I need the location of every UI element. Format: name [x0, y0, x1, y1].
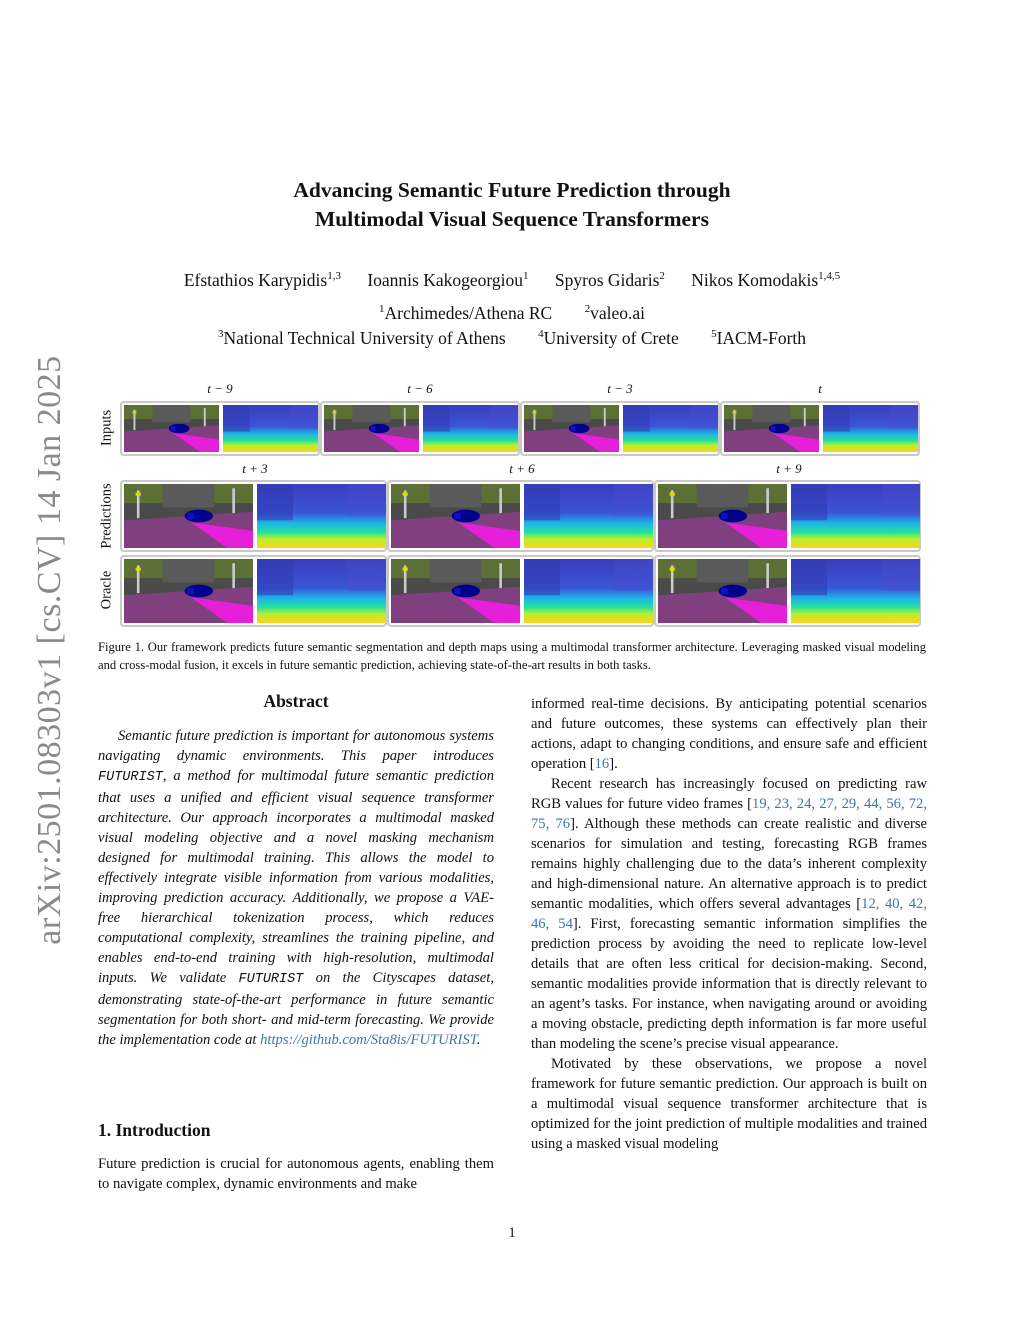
section-heading-introduction: 1. Introduction	[98, 1120, 211, 1140]
oracle-frame	[654, 555, 921, 627]
author: Nikos Komodakis$^{1,4,5}$	[691, 270, 841, 290]
affiliation: $^5$IACM-Forth	[711, 328, 807, 348]
right-column-text: informed real-time decisions. By anticipating potential scenarios and future outcomes, these systems can effectively plan their actions, adapt to changing conditions, and ensure safe and efficient operation [16]. Recent research has increasingly focused on predicting raw RGB values for future video frames [19, 23, 24, 27, 29, 44, 56, 72, 75, 76]. Although these methods can create realistic and diverse scenarios for simulation and testing, forecasting RGB frames remains highly challenging due to the data’s inherent complexity and high-dimensional nature. An alternative approach is to predict semantic modalities, which offers several advantages [12, 40, 42, 46, 54]. First, forecasting semantic information simplifies the prediction process by avoiding the need to replicate low-level details that are often less critical for decision-making. Second, semantic modalities provide information that is directly relevant to an agent’s tasks. For instance, when navigating around or avoiding a moving obstacle, predicting depth information is far more useful than modeling the scene’s precise visual appearance. Motivated by these observations, we propose a novel framework for future semantic prediction. Our approach is built on a multimodal visual sequence transformer architecture that is optimized for the joint prediction of multiple modalities and trained using a masked visual modeling	[531, 696, 927, 1152]
depth-map	[791, 559, 920, 623]
segmentation-map	[391, 484, 520, 548]
abstract-heading: Abstract	[263, 691, 329, 711]
input-frame	[520, 401, 720, 456]
row-label-predictions: Predictions	[98, 483, 115, 549]
citation-links[interactable]: 12, 40, 42, 46, 54	[531, 896, 927, 932]
input-frame	[120, 401, 320, 456]
citation-links[interactable]: 19, 23, 24, 27, 29, 44, 56, 72, 75, 76	[531, 796, 927, 832]
segmentation-map	[124, 484, 253, 548]
affiliation: $^2$valeo.ai	[584, 303, 645, 323]
affiliation: $^3$National Technical University of Athens	[217, 328, 506, 348]
depth-map	[791, 484, 920, 548]
title-line-2: Multimodal Visual Sequence Transformers	[315, 207, 709, 231]
author: Spyros Gidaris$^2$	[554, 270, 665, 290]
segmentation-map	[724, 405, 819, 452]
input-frame	[320, 401, 520, 456]
segmentation-map	[524, 405, 619, 452]
input-time-label: t − 3	[607, 381, 633, 396]
prediction-frame	[120, 480, 387, 552]
oracle-frame	[120, 555, 387, 627]
depth-map	[823, 405, 918, 452]
segmentation-map	[391, 559, 520, 623]
code-link[interactable]: https://github.com/Sta8is/FUTURIST	[260, 1032, 477, 1048]
author: Ioannis Kakogeorgiou$^1$	[367, 270, 529, 290]
row-label-oracle: Oracle	[98, 570, 115, 610]
depth-map	[524, 484, 653, 548]
input-time-label: t	[818, 381, 822, 396]
prediction-frame	[654, 480, 921, 552]
depth-map	[223, 405, 318, 452]
paper-title	[0, 176, 1024, 234]
depth-map	[524, 559, 653, 623]
depth-map	[257, 484, 386, 548]
output-time-label: t + 6	[509, 461, 535, 476]
oracle-frame	[387, 555, 654, 627]
affiliation: $^1$Archimedes/Athena RC	[379, 303, 553, 323]
output-time-label: t + 3	[242, 461, 268, 476]
affiliations-line-2	[0, 328, 1024, 349]
figure-caption	[98, 638, 926, 674]
abstract-body: Semantic future prediction is important for autonomous systems navigating dynamic environments. This paper introduces FUTURIST, a method for multimodal future semantic prediction that uses a unified and efficient visual sequence transformer architecture. Our approach incorporates a multimodal masked visual modeling objective and a novel masking mechanism designed for multimodal training. This allows the model to effectively integrate visible information from various modalities, improving prediction accuracy. Additionally, we propose a VAE-free hierarchical tokenization process, which reduces computational complexity, streamlines the training pipeline, and enables end-to-end training with high-resolution, multimodal inputs. We validate FUTURIST on the Cityscapes dataset, demonstrating state-of-the-art performance in future semantic segmentation for both short- and mid-term forecasting. We provide the implementation code at https://github.com/Sta8is/FUTURIST.	[98, 728, 494, 1048]
segmentation-map	[658, 484, 787, 548]
affiliations-line-1	[0, 303, 1024, 324]
segmentation-map	[124, 405, 219, 452]
author: Efstathios Karypidis$^{1,3}$	[183, 270, 341, 290]
segmentation-map	[124, 559, 253, 623]
author-list	[0, 270, 1024, 291]
row-label-inputs: Inputs	[98, 409, 115, 447]
introduction-paragraph: Future prediction is crucial for autonomous agents, enabling them to navigate complex, dynamic environments and make	[98, 1156, 494, 1192]
figure-caption-text: Our framework predicts future semantic segmentation and depth maps using a multimodal transformer architecture. Leveraging masked visual modeling and cross-modal fusion, it excels in future semantic prediction, achieving state-of-the-art results in both tasks.	[98, 640, 926, 672]
input-time-label: t − 6	[407, 381, 433, 396]
title-line-1: Advancing Semantic Future Prediction through	[293, 178, 731, 202]
arxiv-sidebar-id: arXiv:2501.08303v1 [cs.CV] 14 Jan 2025	[31, 355, 68, 945]
segmentation-map	[658, 559, 787, 623]
affiliation: $^4$University of Crete	[538, 328, 679, 348]
output-time-label: t + 9	[776, 461, 802, 476]
depth-map	[623, 405, 718, 452]
input-frame	[720, 401, 920, 456]
depth-map	[257, 559, 386, 623]
input-time-label: t − 9	[207, 381, 233, 396]
method-name: FUTURIST	[98, 770, 163, 785]
segmentation-map	[324, 405, 419, 452]
prediction-frame	[387, 480, 654, 552]
page-number: 1	[508, 1225, 516, 1241]
method-name: FUTURIST	[238, 972, 304, 987]
citation-link[interactable]: 16	[594, 756, 610, 772]
depth-map	[423, 405, 518, 452]
figure-caption-label: Figure 1.	[98, 640, 145, 654]
